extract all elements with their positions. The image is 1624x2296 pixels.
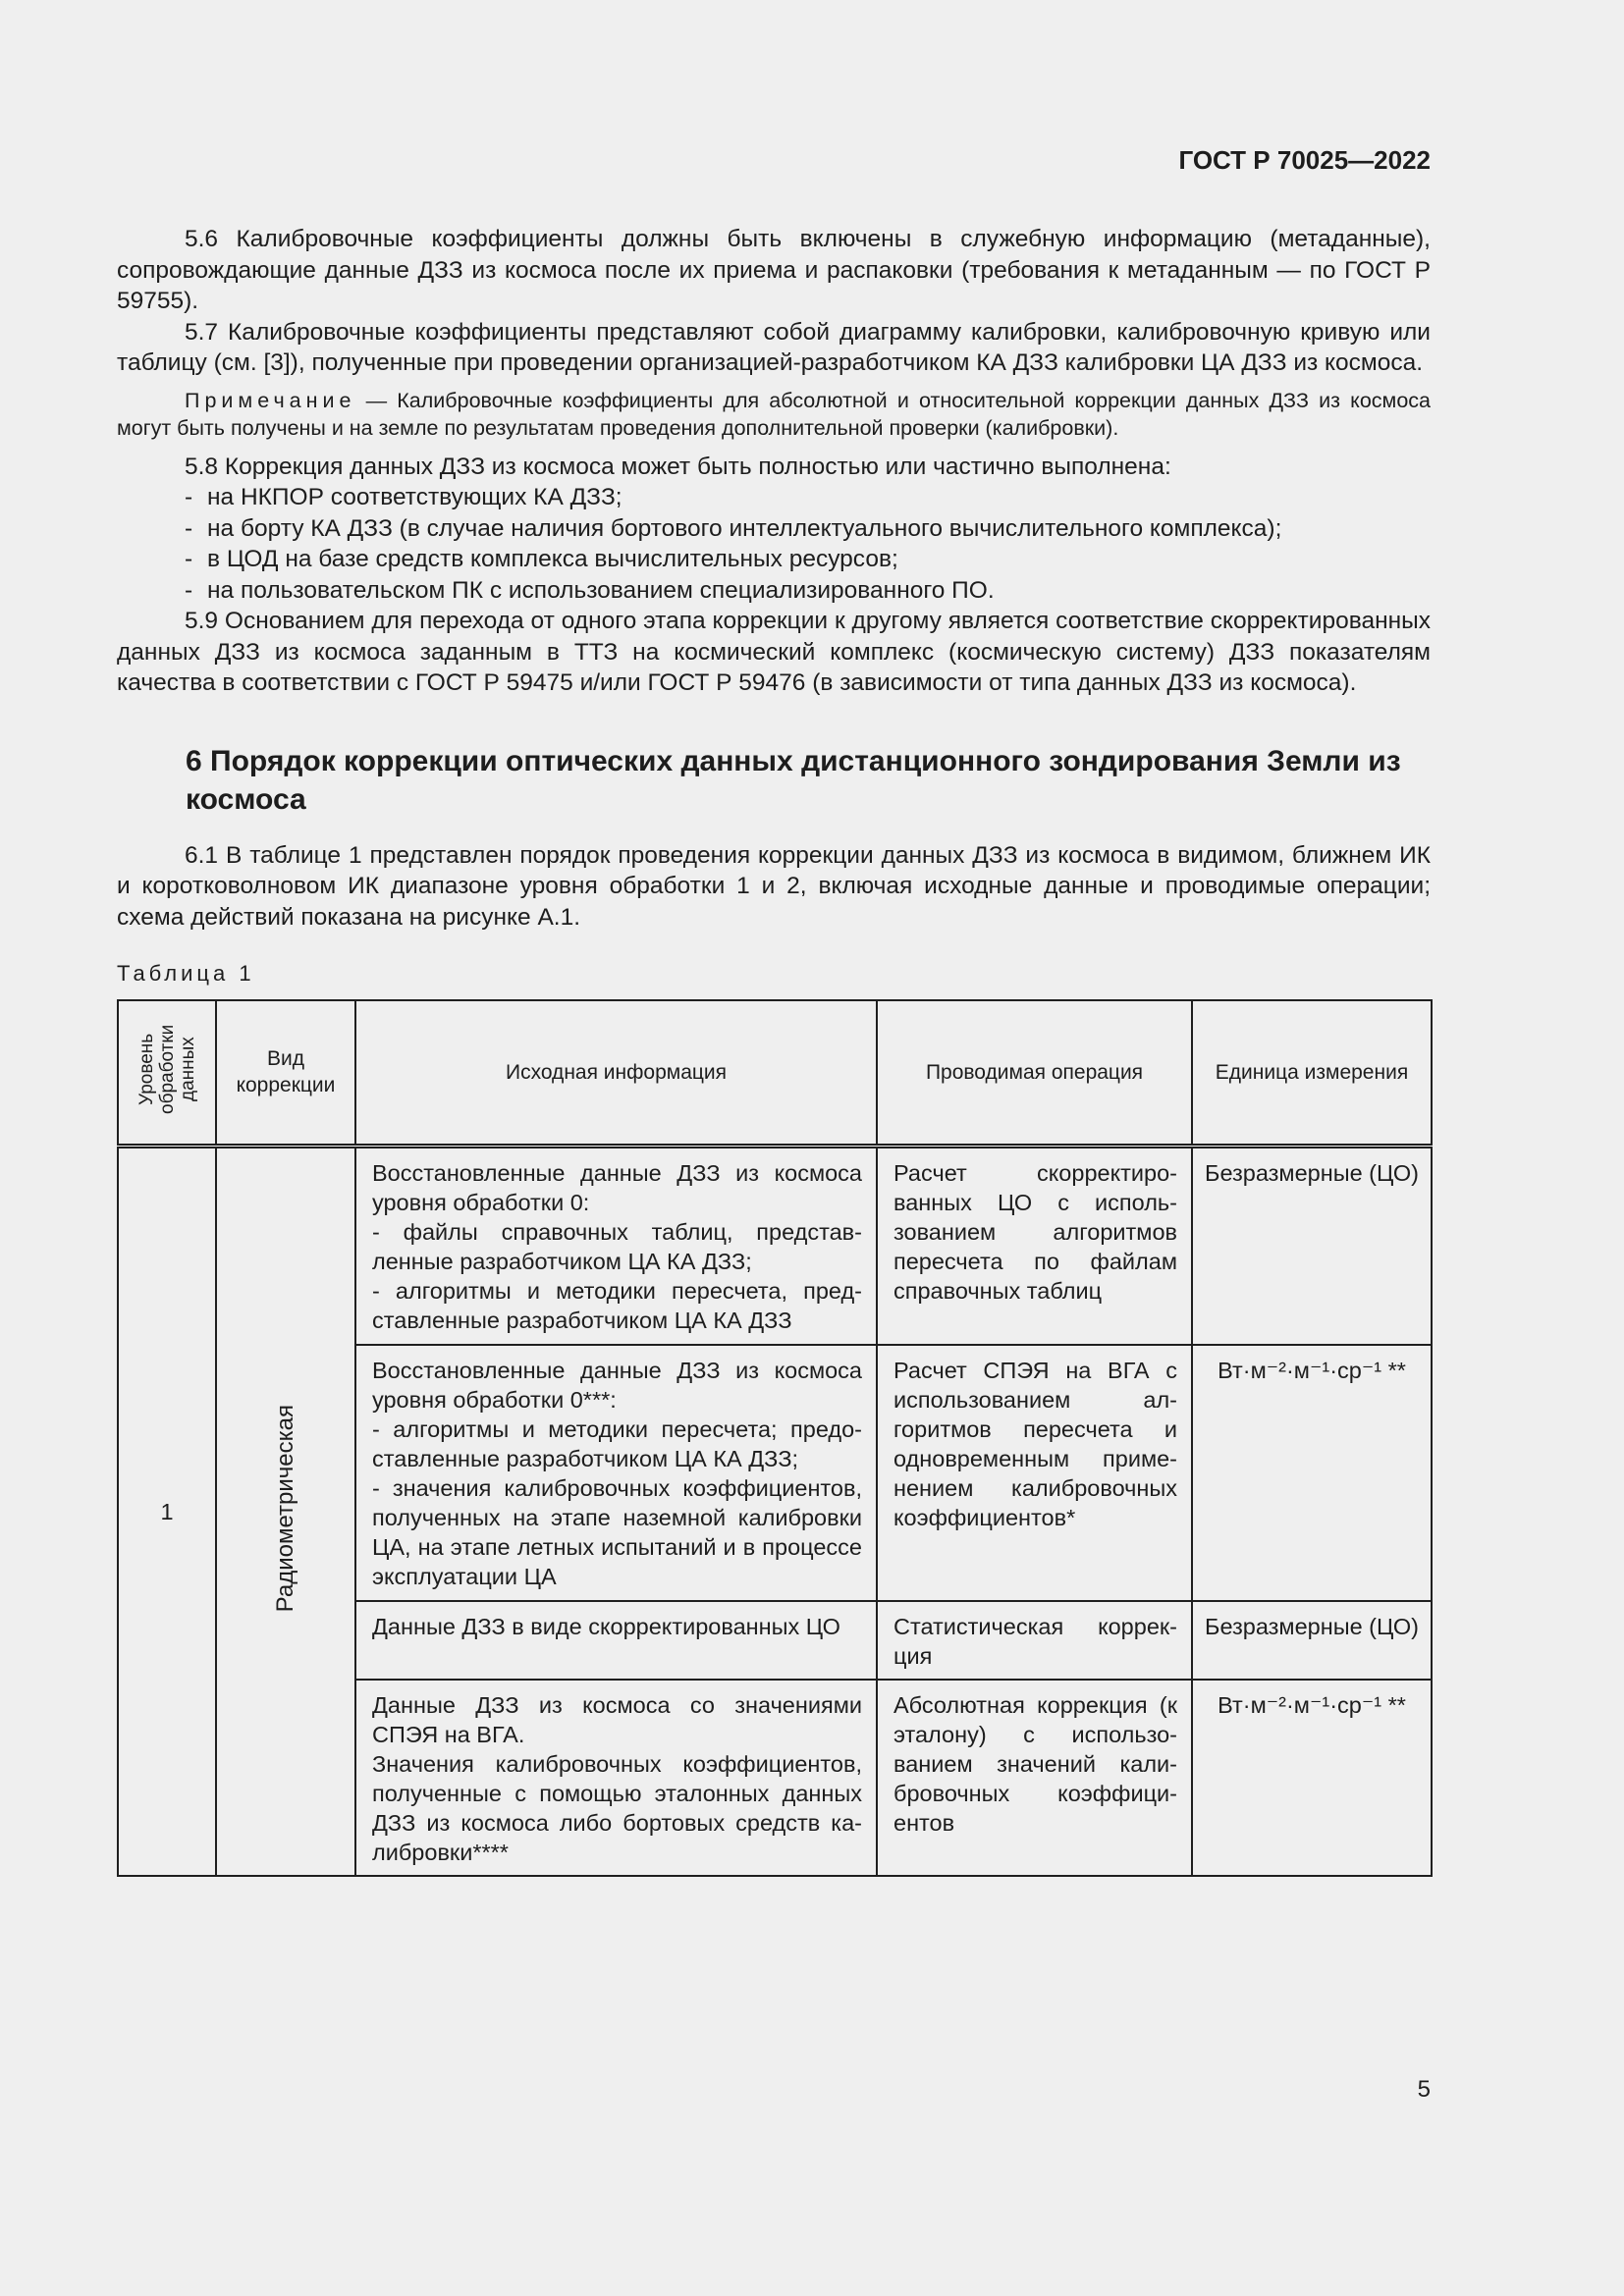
header-unit: Единица измерения bbox=[1192, 1000, 1432, 1147]
source-cell: Данные ДЗЗ в виде скорректированных ЦО bbox=[355, 1601, 877, 1680]
source-cell: Восстановленные данные ДЗЗ из космоса уровня обработки 0: - файлы справочных таблиц, представленные разработчиком ЦА КА ДЗЗ; - алгоритмы и методики пересчета, представленные разработчиком ЦА КА ДЗЗ bbox=[355, 1146, 877, 1345]
paragraph-5-7: 5.7 Калибровочные коэффициенты представляют собой диаграмму калибровки, калибровочную кривую или таблицу (см. [3]), полученные при проведении организацией-разработчиком КА ДЗЗ калибровки ЦА ДЗЗ из космоса. bbox=[117, 318, 1431, 376]
page-content bbox=[117, 224, 1431, 1877]
note-text: — Калибровочные коэффициенты для абсолютной и относительной коррекции данных ДЗЗ из космоса могут быть получены и на земле по результатам проведения дополнительной проверки (калибровки). bbox=[117, 388, 1431, 440]
table-row bbox=[118, 1146, 1432, 1345]
list-item: - на борту КА ДЗЗ (в случае наличия бортового интеллектуального вычислительного комплекса); bbox=[117, 513, 1431, 545]
header-source: Исходная информация bbox=[355, 1000, 877, 1147]
operation-cell: Статистическая коррекция bbox=[877, 1601, 1192, 1680]
table-header-row bbox=[118, 1000, 1432, 1147]
paragraph-5-6: 5.6 Калибровочные коэффициенты должны быть включены в служебную информацию (метаданные), сопровождающие данные ДЗЗ из космоса после их приема и распаковки (требования к метаданным — по ГОСТ Р 59755). bbox=[117, 226, 1431, 314]
list-item: - в ЦОД на базе средств комплекса вычислительных ресурсов; bbox=[117, 544, 1431, 575]
execution-list bbox=[117, 482, 1431, 606]
level-cell: 1 bbox=[118, 1146, 216, 1876]
header-kind: Вид коррекции bbox=[216, 1000, 355, 1147]
kind-cell: Радиометрическая bbox=[216, 1146, 355, 1876]
section-6-title: 6 Порядок коррекции оптических данных дистанционного зондирования Земли из космоса bbox=[186, 744, 1401, 816]
header-operation: Проводимая операция bbox=[877, 1000, 1192, 1147]
correction-table bbox=[117, 999, 1433, 1878]
paragraph-5-8: 5.8 Коррекция данных ДЗЗ из космоса может быть полностью или частично выполнена: bbox=[185, 453, 1171, 480]
operation-cell: Абсолютная коррекция (к эталону) с использованием значений калибровочных коэффициентов bbox=[877, 1680, 1192, 1876]
header-level: Уровень обработки данных bbox=[118, 1000, 216, 1147]
unit-cell: Безразмерные (ЦО) bbox=[1192, 1146, 1432, 1345]
source-cell: Восстановленные данные ДЗЗ из космоса уровня обработки 0***: - алгоритмы и методики пересчета; предоставленные разработчиком ЦА КА ДЗЗ; - значения калибровочных коэффициентов, полученных на этапе наземной калибровки ЦА, на этапе летных испытаний и в процессе эксплуатации ЦА bbox=[355, 1345, 877, 1601]
unit-cell: Безразмерные (ЦО) bbox=[1192, 1601, 1432, 1680]
list-item: - на пользовательском ПК с использованием специализированного ПО. bbox=[117, 575, 1431, 607]
page-number: 5 bbox=[1417, 2076, 1431, 2103]
note bbox=[117, 387, 1431, 442]
document-number: ГОСТ Р 70025—2022 bbox=[1178, 145, 1431, 175]
paragraph-6-1: 6.1 В таблице 1 представлен порядок проведения коррекции данных ДЗЗ из космоса в видимом, ближнем ИК и коротковолновом ИК диапазоне уровня обработки 1 и 2, включая исходные данные и проводимые операции; схема действий показана на рисунке А.1. bbox=[117, 841, 1431, 931]
unit-cell: Вт·м⁻²·м⁻¹·ср⁻¹ ** bbox=[1192, 1680, 1432, 1876]
list-item: - на НКПОР соответствующих КА ДЗЗ; bbox=[117, 482, 1431, 513]
operation-cell: Расчет СПЭЯ на ВГА с использованием алгоритмов пересчета и одновременным применением калибровочных коэффициентов* bbox=[877, 1345, 1192, 1601]
unit-cell: Вт·м⁻²·м⁻¹·ср⁻¹ ** bbox=[1192, 1345, 1432, 1601]
paragraph-5-9: 5.9 Основанием для перехода от одного этапа коррекции к другому является соответствие скорректированных данных ДЗЗ из космоса заданным в ТТЗ на космический комплекс (космическую систему) ДЗЗ показателям качества в соответствии с ГОСТ Р 59475 и/или ГОСТ Р 59476 (в зависимости от типа данных ДЗЗ из космоса). bbox=[117, 608, 1431, 696]
table-caption: Таблица 1 bbox=[117, 961, 255, 986]
note-label: Примечание bbox=[185, 388, 356, 412]
source-cell: Данные ДЗЗ из космоса со значениями СПЭЯ на ВГА. Значения калибровочных коэффициентов, полученные с помощью эталонных данных ДЗЗ из космоса либо бортовых средств калибровки**** bbox=[355, 1680, 877, 1876]
operation-cell: Расчет скорректированных ЦО с использованием алгоритмов пересчета по файлам справочных таблиц bbox=[877, 1146, 1192, 1345]
